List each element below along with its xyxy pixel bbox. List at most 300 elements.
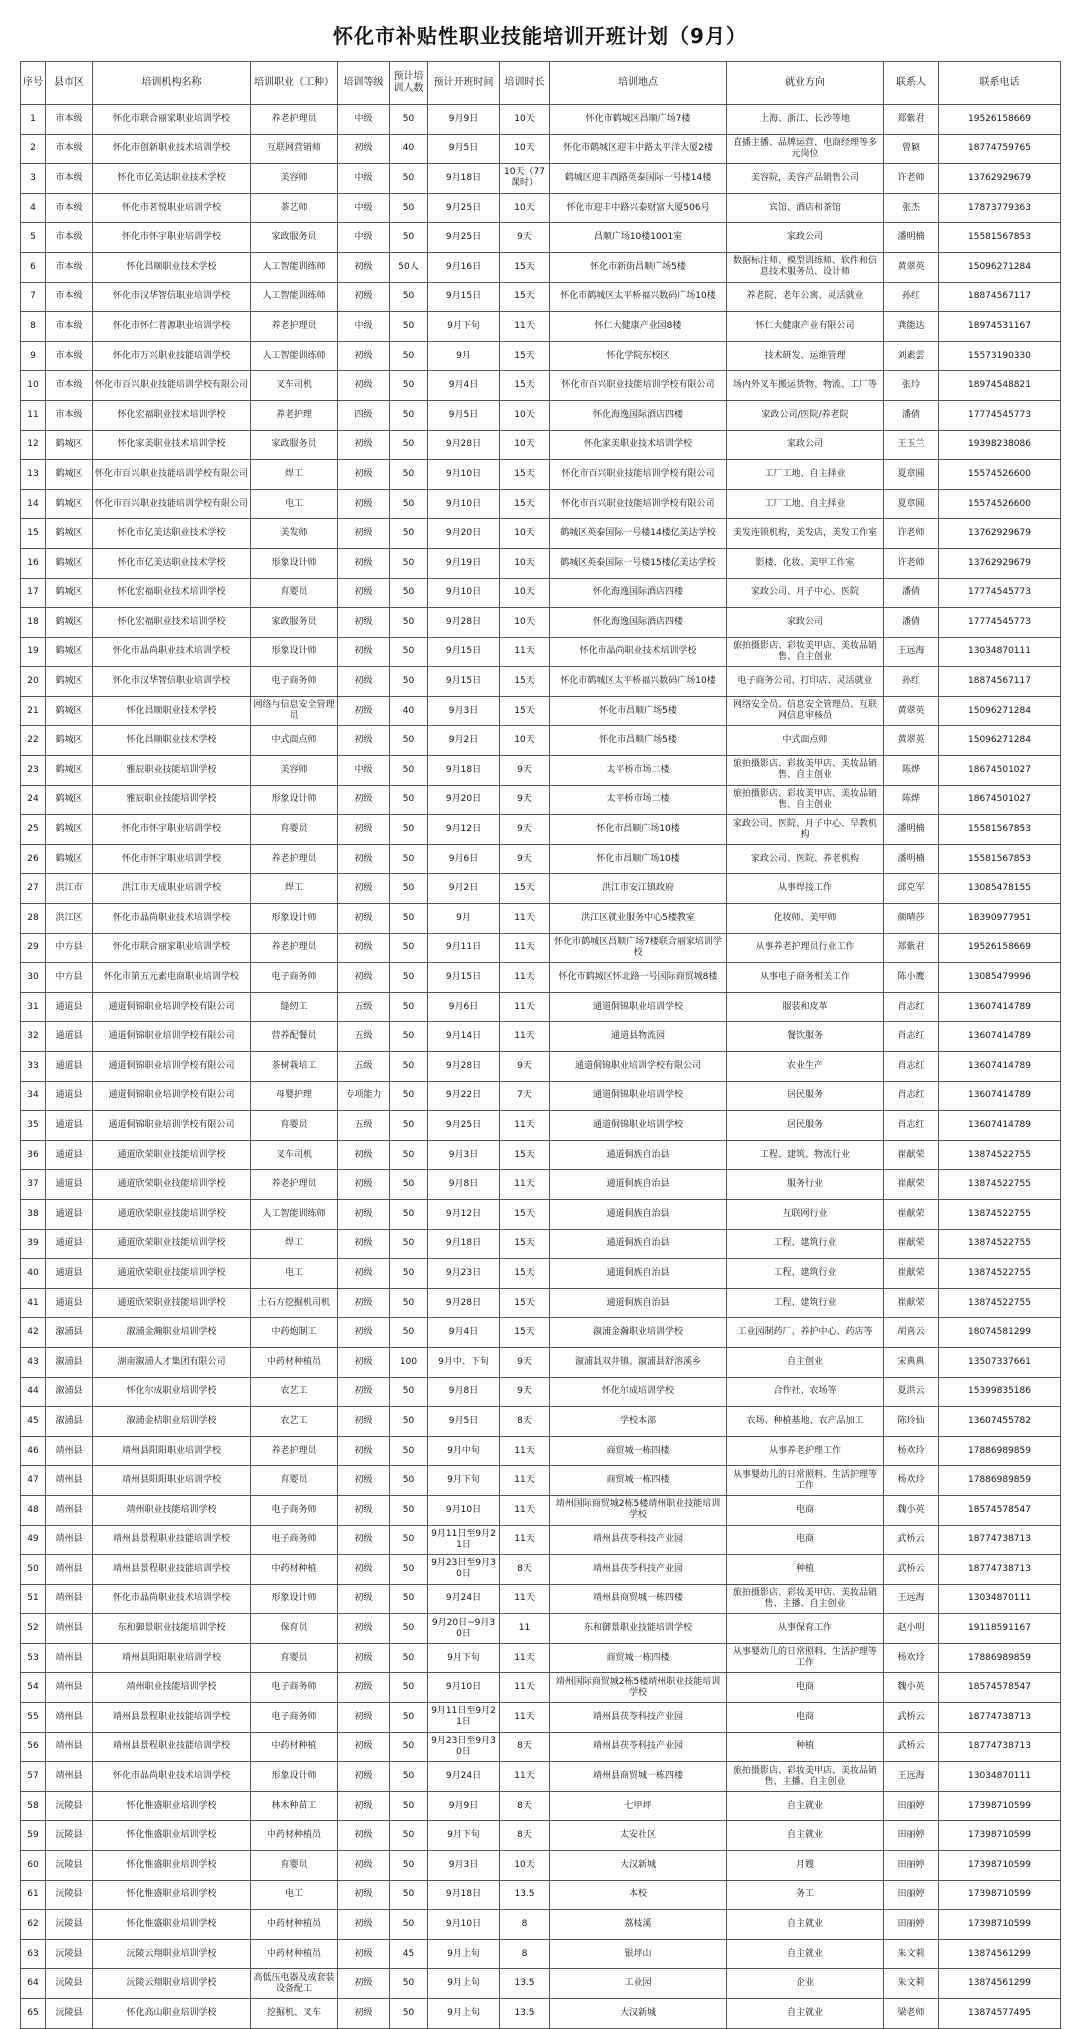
table-cell: 靖州县 — [46, 1643, 93, 1673]
table-cell: 家政服务员 — [251, 608, 338, 638]
table-row — [21, 992, 1061, 1022]
table-cell: 13874522755 — [939, 1199, 1061, 1229]
table-cell: 50 — [390, 608, 428, 638]
table-cell: 靖州县 — [46, 1762, 93, 1792]
table-row — [21, 1851, 1061, 1881]
table-cell: 11 — [500, 1614, 550, 1644]
table-cell: 怀化市鹤城区迎丰中路太平洋大厦2楼 — [550, 134, 727, 164]
table-cell: 育婴员 — [251, 1466, 338, 1496]
table-cell: 市本级 — [46, 341, 93, 371]
table-row — [21, 164, 1061, 194]
table-cell: 10天 — [500, 105, 550, 135]
table-cell: 溆浦金瀚职业培训学校 — [550, 1318, 727, 1348]
table-cell: 9月3日 — [428, 1851, 500, 1881]
table-cell: 50 — [390, 1969, 428, 1999]
table-cell: 潘倩 — [884, 400, 939, 430]
table-cell: 中式面点师 — [251, 726, 338, 756]
table-cell: 50 — [390, 578, 428, 608]
table-cell: 茶树栽培工 — [251, 1052, 338, 1082]
table-cell: 50 — [390, 637, 428, 667]
table-cell: 初级 — [338, 1851, 390, 1881]
table-cell: 9月11日至9月21日 — [428, 1703, 500, 1733]
table-cell: 中药材种植 — [251, 1732, 338, 1762]
table-row — [21, 489, 1061, 519]
table-cell: 50 — [390, 460, 428, 490]
table-cell: 65 — [21, 1999, 46, 2029]
table-cell: 29 — [21, 933, 46, 963]
table-cell: 50 — [390, 1377, 428, 1407]
table-cell: 洪江市安江镇政府 — [550, 874, 727, 904]
table-cell: 怀化尔成职业培训学校 — [93, 1377, 251, 1407]
table-row — [21, 904, 1061, 934]
table-cell: 通道欣荣职业技能培训学校 — [93, 1199, 251, 1229]
table-cell: 初级 — [338, 578, 390, 608]
table-row — [21, 1466, 1061, 1496]
table-cell: 怀化市晶尚职业技术培训学校 — [93, 1584, 251, 1614]
table-cell: 50 — [390, 489, 428, 519]
table-row — [21, 1939, 1061, 1969]
table-cell: 怀化惟盛职业培训学校 — [93, 1880, 251, 1910]
table-cell: 电工 — [251, 1259, 338, 1289]
table-cell: 怀化市汉华智信职业培训学校 — [93, 282, 251, 312]
table-cell: 鹤城区 — [46, 548, 93, 578]
table-cell: 通道侗锦职业培训学校有限公司 — [93, 1111, 251, 1141]
table-cell: 市本级 — [46, 134, 93, 164]
table-cell: 中药材种植员 — [251, 1347, 338, 1377]
table-cell: 通道县 — [46, 1170, 93, 1200]
table-cell: 50 — [390, 1703, 428, 1733]
table-cell: 50 — [390, 874, 428, 904]
table-cell: 9月12日 — [428, 815, 500, 845]
table-cell: 东和御景职业技能培训学校 — [93, 1614, 251, 1644]
table-cell: 9月5日 — [428, 1407, 500, 1437]
table-cell: 初级 — [338, 1732, 390, 1762]
table-cell: 初级 — [338, 460, 390, 490]
table-cell: 17398710599 — [939, 1821, 1061, 1851]
table-cell: 肖志红 — [884, 1081, 939, 1111]
table-cell: 焊工 — [251, 874, 338, 904]
column-header: 培训等级 — [338, 62, 390, 105]
table-cell: 崔献荣 — [884, 1140, 939, 1170]
table-cell: 初级 — [338, 1259, 390, 1289]
table-cell: 50 — [390, 1466, 428, 1496]
table-cell: 养老护理员 — [251, 1170, 338, 1200]
table-cell: 2 — [21, 134, 46, 164]
table-cell: 夏章圆 — [884, 460, 939, 490]
table-cell: 中药材种植员 — [251, 1910, 338, 1940]
table-cell: 怀化高山职业培训学校 — [93, 1999, 251, 2029]
table-cell: 农艺工 — [251, 1377, 338, 1407]
table-cell: 焊工 — [251, 460, 338, 490]
table-cell: 七甲坪 — [550, 1791, 727, 1821]
table-cell: 靖州县 — [46, 1732, 93, 1762]
table-cell: 怀化市昌顺广场10楼 — [550, 844, 727, 874]
table-cell: 市本级 — [46, 282, 93, 312]
table-cell: 50 — [390, 1318, 428, 1348]
table-row — [21, 193, 1061, 223]
table-cell: 靖州县商贸城一栋四楼 — [550, 1584, 727, 1614]
table-cell: 初级 — [338, 1199, 390, 1229]
table-cell: 初级 — [338, 785, 390, 815]
table-cell: 10天 — [500, 578, 550, 608]
column-header: 联系人 — [884, 62, 939, 105]
table-cell: 50 — [390, 164, 428, 194]
table-cell: 靖州县 — [46, 1466, 93, 1496]
table-cell: 靖州县 — [46, 1525, 93, 1555]
table-cell: 24 — [21, 785, 46, 815]
table-cell: 怀化海逸国际酒店四楼 — [550, 400, 727, 430]
table-cell: 18974531167 — [939, 312, 1061, 342]
table-cell: 初级 — [338, 696, 390, 726]
table-cell: 电子商务师 — [251, 667, 338, 697]
table-cell: 怀化市新街昌顺广场5楼 — [550, 252, 727, 282]
table-cell: 通道县 — [46, 1199, 93, 1229]
table-cell: 土石方挖掘机司机 — [251, 1288, 338, 1318]
table-cell: 初级 — [338, 815, 390, 845]
table-cell: 化妆师、美甲师 — [727, 904, 884, 934]
table-cell: 崔献荣 — [884, 1288, 939, 1318]
table-cell: 怀化市联合丽家职业培训学校 — [93, 105, 251, 135]
table-cell: 靖州职业技能培训学校 — [93, 1673, 251, 1703]
table-cell: 9天 — [500, 1052, 550, 1082]
table-cell: 靖州县 — [46, 1703, 93, 1733]
table-cell: 市本级 — [46, 193, 93, 223]
table-cell: 怀化市鹤城区昌顺广场7楼联合丽家培训学校 — [550, 933, 727, 963]
table-cell: 44 — [21, 1377, 46, 1407]
table-cell: 怀化市鹤城区太平桥福兴数码广场10楼 — [550, 282, 727, 312]
table-cell: 18874567117 — [939, 667, 1061, 697]
table-row — [21, 1791, 1061, 1821]
table-cell: 东和御景职业技能培训学校 — [550, 1614, 727, 1644]
table-cell: 初级 — [338, 1436, 390, 1466]
table-cell: 18974548821 — [939, 371, 1061, 401]
table-cell: 潘明楠 — [884, 844, 939, 874]
table-cell: 中级 — [338, 312, 390, 342]
table-cell: 9月18日 — [428, 1229, 500, 1259]
table-cell: 50 — [390, 1081, 428, 1111]
table-cell: 25 — [21, 815, 46, 845]
table-cell: 家政公司 — [727, 608, 884, 638]
table-cell: 靖州县 — [46, 1584, 93, 1614]
table-cell: 张玲 — [884, 371, 939, 401]
table-cell: 15天 — [500, 252, 550, 282]
table-cell: 通道欣荣职业技能培训学校 — [93, 1229, 251, 1259]
table-cell: 50 — [390, 430, 428, 460]
table-cell: 10天 — [500, 1851, 550, 1881]
table-cell: 22 — [21, 726, 46, 756]
table-cell: 10天（77课时） — [500, 164, 550, 194]
table-cell: 11天 — [500, 1703, 550, 1733]
table-cell: 63 — [21, 1939, 46, 1969]
table-cell: 50 — [390, 1732, 428, 1762]
table-cell: 9月 — [428, 341, 500, 371]
table-row — [21, 874, 1061, 904]
table-cell: 旅拍摄影店、彩妆美甲店、美妆品销售、主播、自主创业 — [727, 1584, 884, 1614]
table-cell: 50 — [390, 963, 428, 993]
table-cell: 形象设计师 — [251, 1584, 338, 1614]
table-row — [21, 667, 1061, 697]
table-cell: 洪江市 — [46, 874, 93, 904]
table-row — [21, 578, 1061, 608]
table-cell: 靖州县阳阳职业培训学校 — [93, 1436, 251, 1466]
table-cell: 颜晴莎 — [884, 904, 939, 934]
table-cell: 怀化市怀宇职业培训学校 — [93, 223, 251, 253]
table-cell: 19118591167 — [939, 1614, 1061, 1644]
table-cell: 网络与信息安全管理员 — [251, 696, 338, 726]
table-cell: 53 — [21, 1643, 46, 1673]
table-cell: 养老护理员 — [251, 844, 338, 874]
table-cell: 初级 — [338, 1466, 390, 1496]
table-cell: 18674501027 — [939, 756, 1061, 786]
table-cell: 13874522755 — [939, 1259, 1061, 1289]
column-header: 序号 — [21, 62, 46, 105]
table-cell: 13607414789 — [939, 992, 1061, 1022]
table-cell: 初级 — [338, 637, 390, 667]
table-cell: 9月10日 — [428, 489, 500, 519]
table-cell: 怀化市百兴职业技能培训学校有限公司 — [93, 460, 251, 490]
table-cell: 许老师 — [884, 164, 939, 194]
table-cell: 50 — [21, 1555, 46, 1585]
table-cell: 鹤城区 — [46, 696, 93, 726]
table-cell: 50 — [390, 1821, 428, 1851]
table-cell: 50 — [390, 904, 428, 934]
table-cell: 64 — [21, 1969, 46, 1999]
table-cell: 50 — [390, 933, 428, 963]
table-cell: 人工智能训练师 — [251, 252, 338, 282]
column-header: 培训职业（工种） — [251, 62, 338, 105]
table-cell: 怀化市鹤城区太平桥福兴数码广场10楼 — [550, 667, 727, 697]
table-cell: 溆浦金桔职业培训学校 — [93, 1407, 251, 1437]
table-row — [21, 1347, 1061, 1377]
table-cell: 通道侗族自治县 — [550, 1229, 727, 1259]
table-cell: 初级 — [338, 1791, 390, 1821]
table-cell: 初级 — [338, 489, 390, 519]
table-cell: 叉车司机 — [251, 371, 338, 401]
table-cell: 潘明楠 — [884, 223, 939, 253]
table-cell: 18774738713 — [939, 1525, 1061, 1555]
table-cell: 18774738713 — [939, 1703, 1061, 1733]
table-row — [21, 1081, 1061, 1111]
table-cell: 田丽婷 — [884, 1791, 939, 1821]
table-cell: 怀化市亿美达职业技术学校 — [93, 519, 251, 549]
table-cell: 9月10日 — [428, 1495, 500, 1525]
table-cell: 王玉兰 — [884, 430, 939, 460]
table-cell: 美发连锁机构，美发店，美发工作室 — [727, 519, 884, 549]
table-row — [21, 1821, 1061, 1851]
table-cell: 怀化昌顺职业技术学校 — [93, 696, 251, 726]
table-cell: 9月中、下旬 — [428, 1347, 500, 1377]
table-cell: 家政服务员 — [251, 223, 338, 253]
table-cell: 通道欣荣职业技能培训学校 — [93, 1170, 251, 1200]
table-cell: 家政公司、医院、月子中心、早教机构 — [727, 815, 884, 845]
column-header: 县市区 — [46, 62, 93, 105]
table-cell: 市本级 — [46, 223, 93, 253]
table-cell: 初级 — [338, 1555, 390, 1585]
table-cell: 11天 — [500, 1643, 550, 1673]
table-cell: 工程、建筑行业 — [727, 1288, 884, 1318]
table-cell: 50 — [390, 1259, 428, 1289]
table-cell: 50 — [390, 1673, 428, 1703]
table-cell: 怀化惟盛职业培训学校 — [93, 1910, 251, 1940]
table-cell: 13762929679 — [939, 519, 1061, 549]
table-cell: 农艺工 — [251, 1407, 338, 1437]
table-cell: 家政公司、月子中心、医院 — [727, 578, 884, 608]
table-cell: 9月15日 — [428, 667, 500, 697]
table-row — [21, 1584, 1061, 1614]
table-cell: 郑紫君 — [884, 933, 939, 963]
table-cell: 50 — [390, 1555, 428, 1585]
table-cell: 初级 — [338, 1377, 390, 1407]
table-cell: 电工 — [251, 489, 338, 519]
table-cell: 怀化市昌顺广场5楼 — [550, 726, 727, 756]
table-cell: 11 — [21, 400, 46, 430]
table-cell: 美发师 — [251, 519, 338, 549]
table-cell: 50 — [390, 815, 428, 845]
table-cell: 怀仁大健康产业有限公司 — [727, 312, 884, 342]
table-cell: 肖志红 — [884, 1111, 939, 1141]
table-cell: 初级 — [338, 252, 390, 282]
table-cell: 人工智能训练师 — [251, 341, 338, 371]
table-row — [21, 1673, 1061, 1703]
table-cell: 鹤城区 — [46, 489, 93, 519]
table-cell: 太平桥市场二楼 — [550, 785, 727, 815]
table-cell: 网络安全员、信息安全管理员、互联网信息审核员 — [727, 696, 884, 726]
table-cell: 靖州县 — [46, 1495, 93, 1525]
table-cell: 9月15日 — [428, 282, 500, 312]
table-cell: 沅陵县 — [46, 1910, 93, 1940]
table-cell: 四级 — [338, 400, 390, 430]
table-cell: 17398710599 — [939, 1851, 1061, 1881]
table-cell: 13.5 — [500, 1969, 550, 1999]
table-row — [21, 1052, 1061, 1082]
table-cell: 17774545773 — [939, 400, 1061, 430]
table-cell: 鹤城区 — [46, 785, 93, 815]
table-cell: 11天 — [500, 1525, 550, 1555]
table-cell: 通道侗锦职业培训学校有限公司 — [93, 1081, 251, 1111]
table-cell: 武桥云 — [884, 1555, 939, 1585]
table-cell: 缝纫工 — [251, 992, 338, 1022]
table-cell: 商贸城一栋四楼 — [550, 1643, 727, 1673]
table-cell: 家政公司 — [727, 430, 884, 460]
table-cell: 刘素雲 — [884, 341, 939, 371]
table-cell: 36 — [21, 1140, 46, 1170]
table-cell: 田丽婷 — [884, 1880, 939, 1910]
table-cell: 50 — [390, 1910, 428, 1940]
table-cell: 怀化市怀宇职业培训学校 — [93, 844, 251, 874]
table-cell: 初级 — [338, 963, 390, 993]
table-row — [21, 341, 1061, 371]
table-cell: 通道欣荣职业技能培训学校 — [93, 1140, 251, 1170]
table-cell: 养老护理员 — [251, 933, 338, 963]
table-cell: 30 — [21, 963, 46, 993]
table-cell: 鹤城区 — [46, 815, 93, 845]
table-cell: 4 — [21, 193, 46, 223]
column-header: 预计开班时间 — [428, 62, 500, 105]
table-cell: 初级 — [338, 1614, 390, 1644]
table-cell: 9月下旬 — [428, 1821, 500, 1851]
table-cell: 崔献荣 — [884, 1259, 939, 1289]
table-cell: 王远海 — [884, 1762, 939, 1792]
table-cell: 陈烨 — [884, 756, 939, 786]
table-cell: 50 — [390, 1407, 428, 1437]
table-cell: 养老护理员 — [251, 105, 338, 135]
table-row — [21, 1999, 1061, 2029]
table-row — [21, 1140, 1061, 1170]
table-cell: 初级 — [338, 844, 390, 874]
table-cell: 通道县物流园 — [550, 1022, 727, 1052]
table-cell: 从事养老护理员行业工作 — [727, 933, 884, 963]
table-cell: 工业园 — [550, 1969, 727, 1999]
table-cell: 通道侗族自治县 — [550, 1170, 727, 1200]
table-cell: 9月3日 — [428, 1140, 500, 1170]
table-cell: 怀化市晶尚职业技术培训学校 — [93, 637, 251, 667]
table-cell: 鹤城区 — [46, 519, 93, 549]
table-cell: 9月10日 — [428, 578, 500, 608]
table-cell: 通道侗锦职业培训学校有限公司 — [93, 992, 251, 1022]
table-cell: 9月8日 — [428, 1170, 500, 1200]
table-cell: 怀化市联合丽家职业培训学校 — [93, 933, 251, 963]
table-cell: 怀化市创新职业技术培训学校 — [93, 134, 251, 164]
table-cell: 溆浦县 — [46, 1407, 93, 1437]
table-cell: 怀化市百兴职业技能培训学校有限公司 — [550, 489, 727, 519]
table-cell: 怀化家美职业技术培训学校 — [93, 430, 251, 460]
table-cell: 15399835186 — [939, 1377, 1061, 1407]
table-cell: 9月19日 — [428, 548, 500, 578]
table-cell: 17398710599 — [939, 1910, 1061, 1940]
table-cell: 17398710599 — [939, 1791, 1061, 1821]
table-cell: 3 — [21, 164, 46, 194]
table-cell: 高低压电器及成套装设备配工 — [251, 1969, 338, 1999]
table-cell: 中级 — [338, 164, 390, 194]
column-header: 培训地点 — [550, 62, 727, 105]
table-cell: 本校 — [550, 1880, 727, 1910]
table-cell: 初级 — [338, 904, 390, 934]
table-cell: 50 — [390, 548, 428, 578]
table-row — [21, 1170, 1061, 1200]
table-cell: 初级 — [338, 1288, 390, 1318]
table-cell: 怀化宏福职业技术培训学校 — [93, 608, 251, 638]
table-cell: 9天 — [500, 1377, 550, 1407]
table-cell: 杨欢玲 — [884, 1643, 939, 1673]
table-cell: 鹤城区 — [46, 460, 93, 490]
table-cell: 11天 — [500, 904, 550, 934]
table-cell: 自主创业 — [727, 1347, 884, 1377]
table-cell: 50 — [390, 519, 428, 549]
table-cell: 15天 — [500, 1318, 550, 1348]
table-cell: 11天 — [500, 963, 550, 993]
table-cell: 初级 — [338, 726, 390, 756]
table-cell: 初级 — [338, 1407, 390, 1437]
table-row — [21, 785, 1061, 815]
table-cell: 服务行业 — [727, 1170, 884, 1200]
table-cell: 怀化尔成培训学校 — [550, 1377, 727, 1407]
table-cell: 电子商务公司、打印店、灵活就业 — [727, 667, 884, 697]
table-cell: 5 — [21, 223, 46, 253]
table-cell: 沅陵县 — [46, 1821, 93, 1851]
table-cell: 靖州县茯苓科技产业园 — [550, 1732, 727, 1762]
table-cell: 电商 — [727, 1673, 884, 1703]
table-cell: 月嫂 — [727, 1851, 884, 1881]
table-cell: 通道县 — [46, 1288, 93, 1318]
table-row — [21, 1495, 1061, 1525]
table-cell: 许老师 — [884, 519, 939, 549]
table-cell: 从事焊接工作 — [727, 874, 884, 904]
table-cell: 13034870111 — [939, 1584, 1061, 1614]
table-cell: 15天 — [500, 1140, 550, 1170]
table-cell: 形象设计师 — [251, 637, 338, 667]
table-cell: 19526158669 — [939, 105, 1061, 135]
table-cell: 自主就业 — [727, 1939, 884, 1969]
